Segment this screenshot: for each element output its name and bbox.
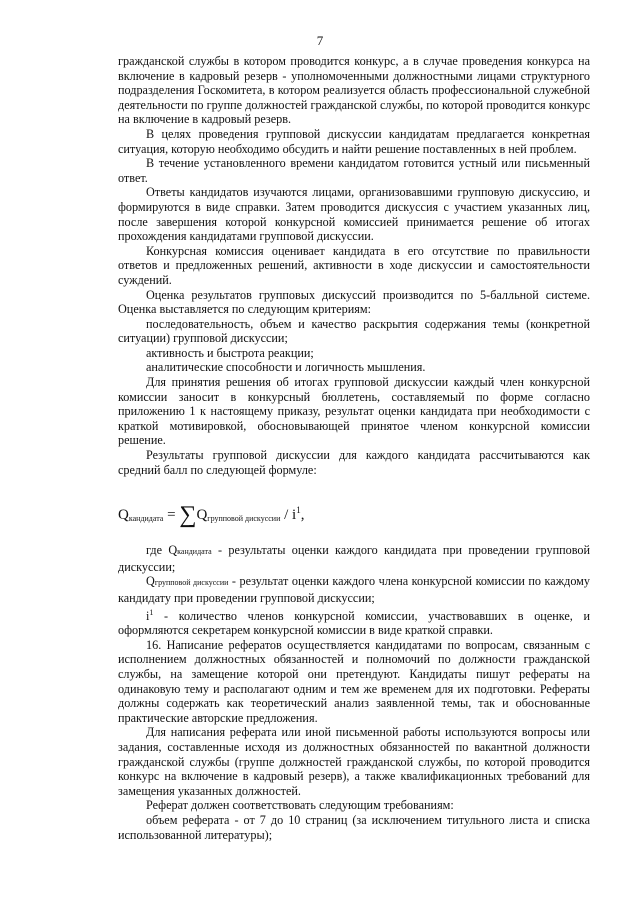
- criterion-2: активность и быстрота реакции;: [146, 345, 314, 360]
- paragraph-3: В течение установленного времени кандидатом готовится устный или письменный ответ.: [118, 156, 590, 185]
- document-body: [118, 54, 590, 842]
- criterion-3: аналитические способности и логичность мышления.: [146, 360, 426, 375]
- paragraph-2: В целях проведения групповой дискуссии кандидатам предлагается конкретная ситуация, которую необходимо обсудить и найти решение поставленных в ней проблем.: [118, 126, 590, 156]
- paragraph-5: Конкурсная комиссия оценивает кандидата в его отсутствие по правильности ответов и предложенных решений, активности в ходе дискуссии и самостоятельности суждений.: [118, 243, 590, 287]
- page-number: 7: [316, 33, 324, 48]
- paragraph-7: Для принятия решения об итогах групповой дискуссии каждый член конкурсной комиссии заносит в конкурсный бюллетень, составляемый по форме согласно приложению 1 к настоящему приказу, результат оценки кандидата при необходимости с краткой мотивировкой, обосновывающей принятое членом конкурсной комиссии решение.: [118, 375, 590, 448]
- paragraph-18: Реферат должен соответствовать следующим требованиям:: [146, 798, 454, 813]
- legend-2: Qгрупповой дискуссии - результат оценки каждого члена конкурсной комиссии по каждому кандидату при проведении групповой дискуссии;: [118, 574, 590, 605]
- formula-expression: $Q_{кандидата} = \sum Q_{групповой дискуссии} / i^1$,: [118, 502, 305, 529]
- legend-1: где Qкандидата - результаты оценки каждого кандидата при проведении групповой дискуссии;: [118, 543, 590, 574]
- paragraph-4: Ответы кандидатов изучаются лицами, организовавшими групповую дискуссию, и формируются в виде справки. Затем проводится дискуссия с участием указанных лиц, после завершения которой конкурсной комиссией принимается решение об итогах прохождения кандидатами групповой дискуссии.: [118, 185, 590, 244]
- paragraph-6: Оценка результатов групповых дискуссий производится по 5-балльной системе. Оценка выставляется по следующим критериям:: [118, 287, 590, 317]
- formula: [118, 489, 590, 535]
- paragraph-19: объем реферата - от 7 до 10 страниц (за исключением титульного листа и списка использованной литературы);: [118, 812, 590, 842]
- paragraph-1: гражданской службы в котором проводится конкурс, а в случае проведения конкурса на включение в кадровый резерв - уполномоченными должностными лицами структурного подразделения Госкомитета, в котором реализуется область профессиональной служебной деятельности по группе должностей гражданской службы, по которой проводится конкурс на включение в кадровый резерв.: [118, 54, 590, 127]
- legend-3: $i^1$ - количество членов конкурсной комиссии, участвовавших в оценке, и оформляются секретарем конкурсной комиссии в виде краткой справки.: [118, 607, 590, 638]
- criterion-1: последовательность, объем и качество раскрытия содержания темы (конкретной ситуации) групповой дискуссии;: [118, 316, 590, 346]
- sum-symbol: ∑: [179, 502, 197, 529]
- paragraph-17: Для написания реферата или иной письменной работы используются вопросы или задания, составленные исходя из должностных обязанностей по вакантной должности гражданской службы (группе должностей гражданской службы, по которой проводится конкурс на включение в кадровый резерв), а также квалификационных требований для замещения указанных должностей.: [118, 725, 590, 798]
- paragraph-8: Результаты групповой дискуссии для каждого кандидата рассчитываются как средний балл по следующей формуле:: [118, 448, 590, 477]
- paragraph-16: 16. Написание рефератов осуществляется кандидатами по вопросам, связанным с исполнением должностных обязанностей и полномочий по должности гражданской службы, на замещение которой они претендуют. Кандидаты пишут рефераты на одинаковую тему и располагают одним и тем же временем для их подготовки. Рефераты должны содержать как теоретический анализ заявленной темы, так и обоснованные практические авторские предложения.: [118, 637, 590, 725]
